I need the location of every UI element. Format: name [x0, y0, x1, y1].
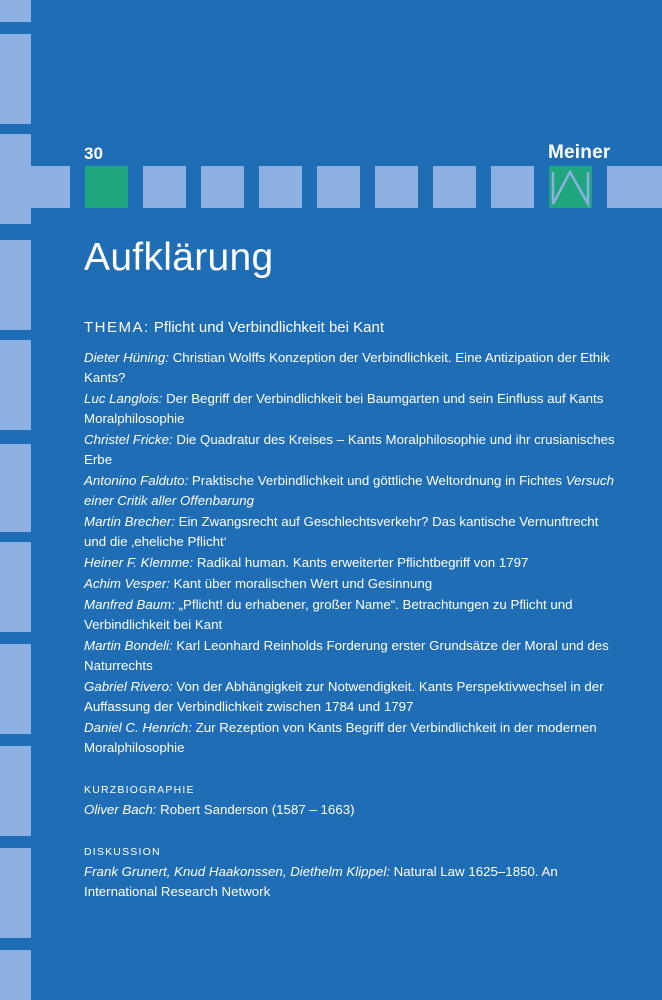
article-title-italic: Versuch einer Critik aller Offenbarung — [84, 473, 614, 508]
left-strip-segment — [0, 340, 31, 430]
article-author: Martin Brecher: — [84, 514, 175, 529]
journal-title: Aufklärung — [84, 236, 274, 279]
article-title: Christian Wolffs Konzeption der Verbindlichkeit. Eine Antizipation der Ethik Kants? — [84, 350, 610, 385]
header-square — [259, 166, 302, 208]
article-author: Gabriel Rivero: — [84, 679, 173, 694]
article-entry — [84, 512, 624, 552]
left-strip-segment — [0, 950, 31, 1000]
article-author: Antonino Falduto: — [84, 473, 189, 488]
diskussion-label: DISKUSSION — [84, 846, 161, 858]
left-strip-segment — [0, 34, 31, 124]
article-author: Christel Fricke: — [84, 432, 173, 447]
header-square — [491, 166, 534, 208]
left-strip-segment — [0, 240, 31, 330]
table-of-contents — [84, 319, 624, 903]
header-square — [375, 166, 418, 208]
left-strip-segment — [0, 848, 31, 938]
header-square — [607, 166, 662, 208]
article-entry — [84, 595, 624, 635]
issue-number: 30 — [84, 144, 103, 163]
article-title: Zur Rezeption von Kants Begriff der Verbindlichkeit in der modernen Moralphilosophie — [84, 720, 597, 755]
article-entry — [84, 636, 624, 676]
article-author: Heiner F. Klemme: — [84, 555, 194, 570]
article-entry — [84, 348, 624, 388]
kurzbiographie-title: Robert Sanderson (1587 – 1663) — [156, 802, 355, 817]
diskussion-title: Natural Law 1625–1850. An International Research Network — [84, 864, 558, 899]
left-strip-segment — [0, 542, 31, 632]
article-title: Karl Leonhard Reinholds Forderung erster Grundsätze der Moral und des Naturrechts — [84, 638, 609, 673]
article-entry — [84, 718, 624, 758]
publisher-logo-icon — [549, 166, 592, 208]
header-square — [433, 166, 476, 208]
thema-title: Pflicht und Verbindlichkeit bei Kant — [153, 319, 384, 336]
left-strip-segment — [0, 644, 31, 734]
kurzbiographie-label: KURZBIOGRAPHIE — [84, 784, 195, 796]
article-author: Manfred Baum: — [84, 597, 175, 612]
article-entry — [84, 553, 624, 573]
header-square — [143, 166, 186, 208]
issue-accent-square — [85, 166, 128, 208]
article-title: Radikal human. Kants erweiterter Pflichtbegriff von 1797 — [193, 555, 529, 570]
article-author: Martin Bondeli: — [84, 638, 173, 653]
kurzbiographie-author: Oliver Bach: — [84, 802, 157, 817]
left-strip-segment — [0, 746, 31, 836]
article-title: Die Quadratur des Kreises – Kants Moralphilosophie und ihr crusianisches Erbe — [84, 432, 615, 467]
left-strip-segment — [0, 444, 31, 532]
article-author: Achim Vesper: — [84, 576, 170, 591]
article-author: Dieter Hüning: — [84, 350, 169, 365]
article-entry — [84, 389, 624, 429]
article-title: „Pflicht! du erhabener, großer Name“. Betrachtungen zu Pflicht und Verbindlichkeit bei Kant — [84, 597, 573, 632]
header-square — [201, 166, 244, 208]
article-entry — [84, 574, 624, 594]
article-entry — [84, 430, 624, 470]
article-title: Von der Abhängigkeit zur Notwendigkeit. Kants Perspektivwechsel in der Auffassung der Verbindlichkeit zwischen 1784 und 1797 — [84, 679, 604, 714]
kurzbiographie-entry — [84, 800, 624, 820]
diskussion-entry — [84, 862, 624, 902]
header-square — [317, 166, 360, 208]
article-entry — [84, 677, 624, 717]
article-author: Daniel C. Henrich: — [84, 720, 192, 735]
article-entry — [84, 471, 624, 511]
article-title: Ein Zwangsrecht auf Geschlechtsverkehr? Das kantische Vernunftrecht und die ‚eheliche Pflicht‘ — [84, 514, 599, 549]
publisher-name: Meiner — [548, 142, 611, 163]
thema-heading — [84, 319, 624, 336]
article-title: Kant über moralischen Wert und Gesinnung — [169, 576, 433, 591]
article-title: Der Begriff der Verbindlichkeit bei Baumgarten und sein Einfluss auf Kants Moralphilosophie — [84, 391, 604, 426]
header-square — [27, 166, 70, 208]
article-author: Luc Langlois: — [84, 391, 163, 406]
diskussion-author: Frank Grunert, Knud Haakonssen, Diethelm Klippel: — [84, 864, 390, 879]
thema-label: THEMA: — [84, 319, 150, 336]
article-title: Praktische Verbindlichkeit und göttliche Weltordnung in Fichtes — [188, 473, 566, 488]
left-strip-segment — [0, 0, 31, 22]
